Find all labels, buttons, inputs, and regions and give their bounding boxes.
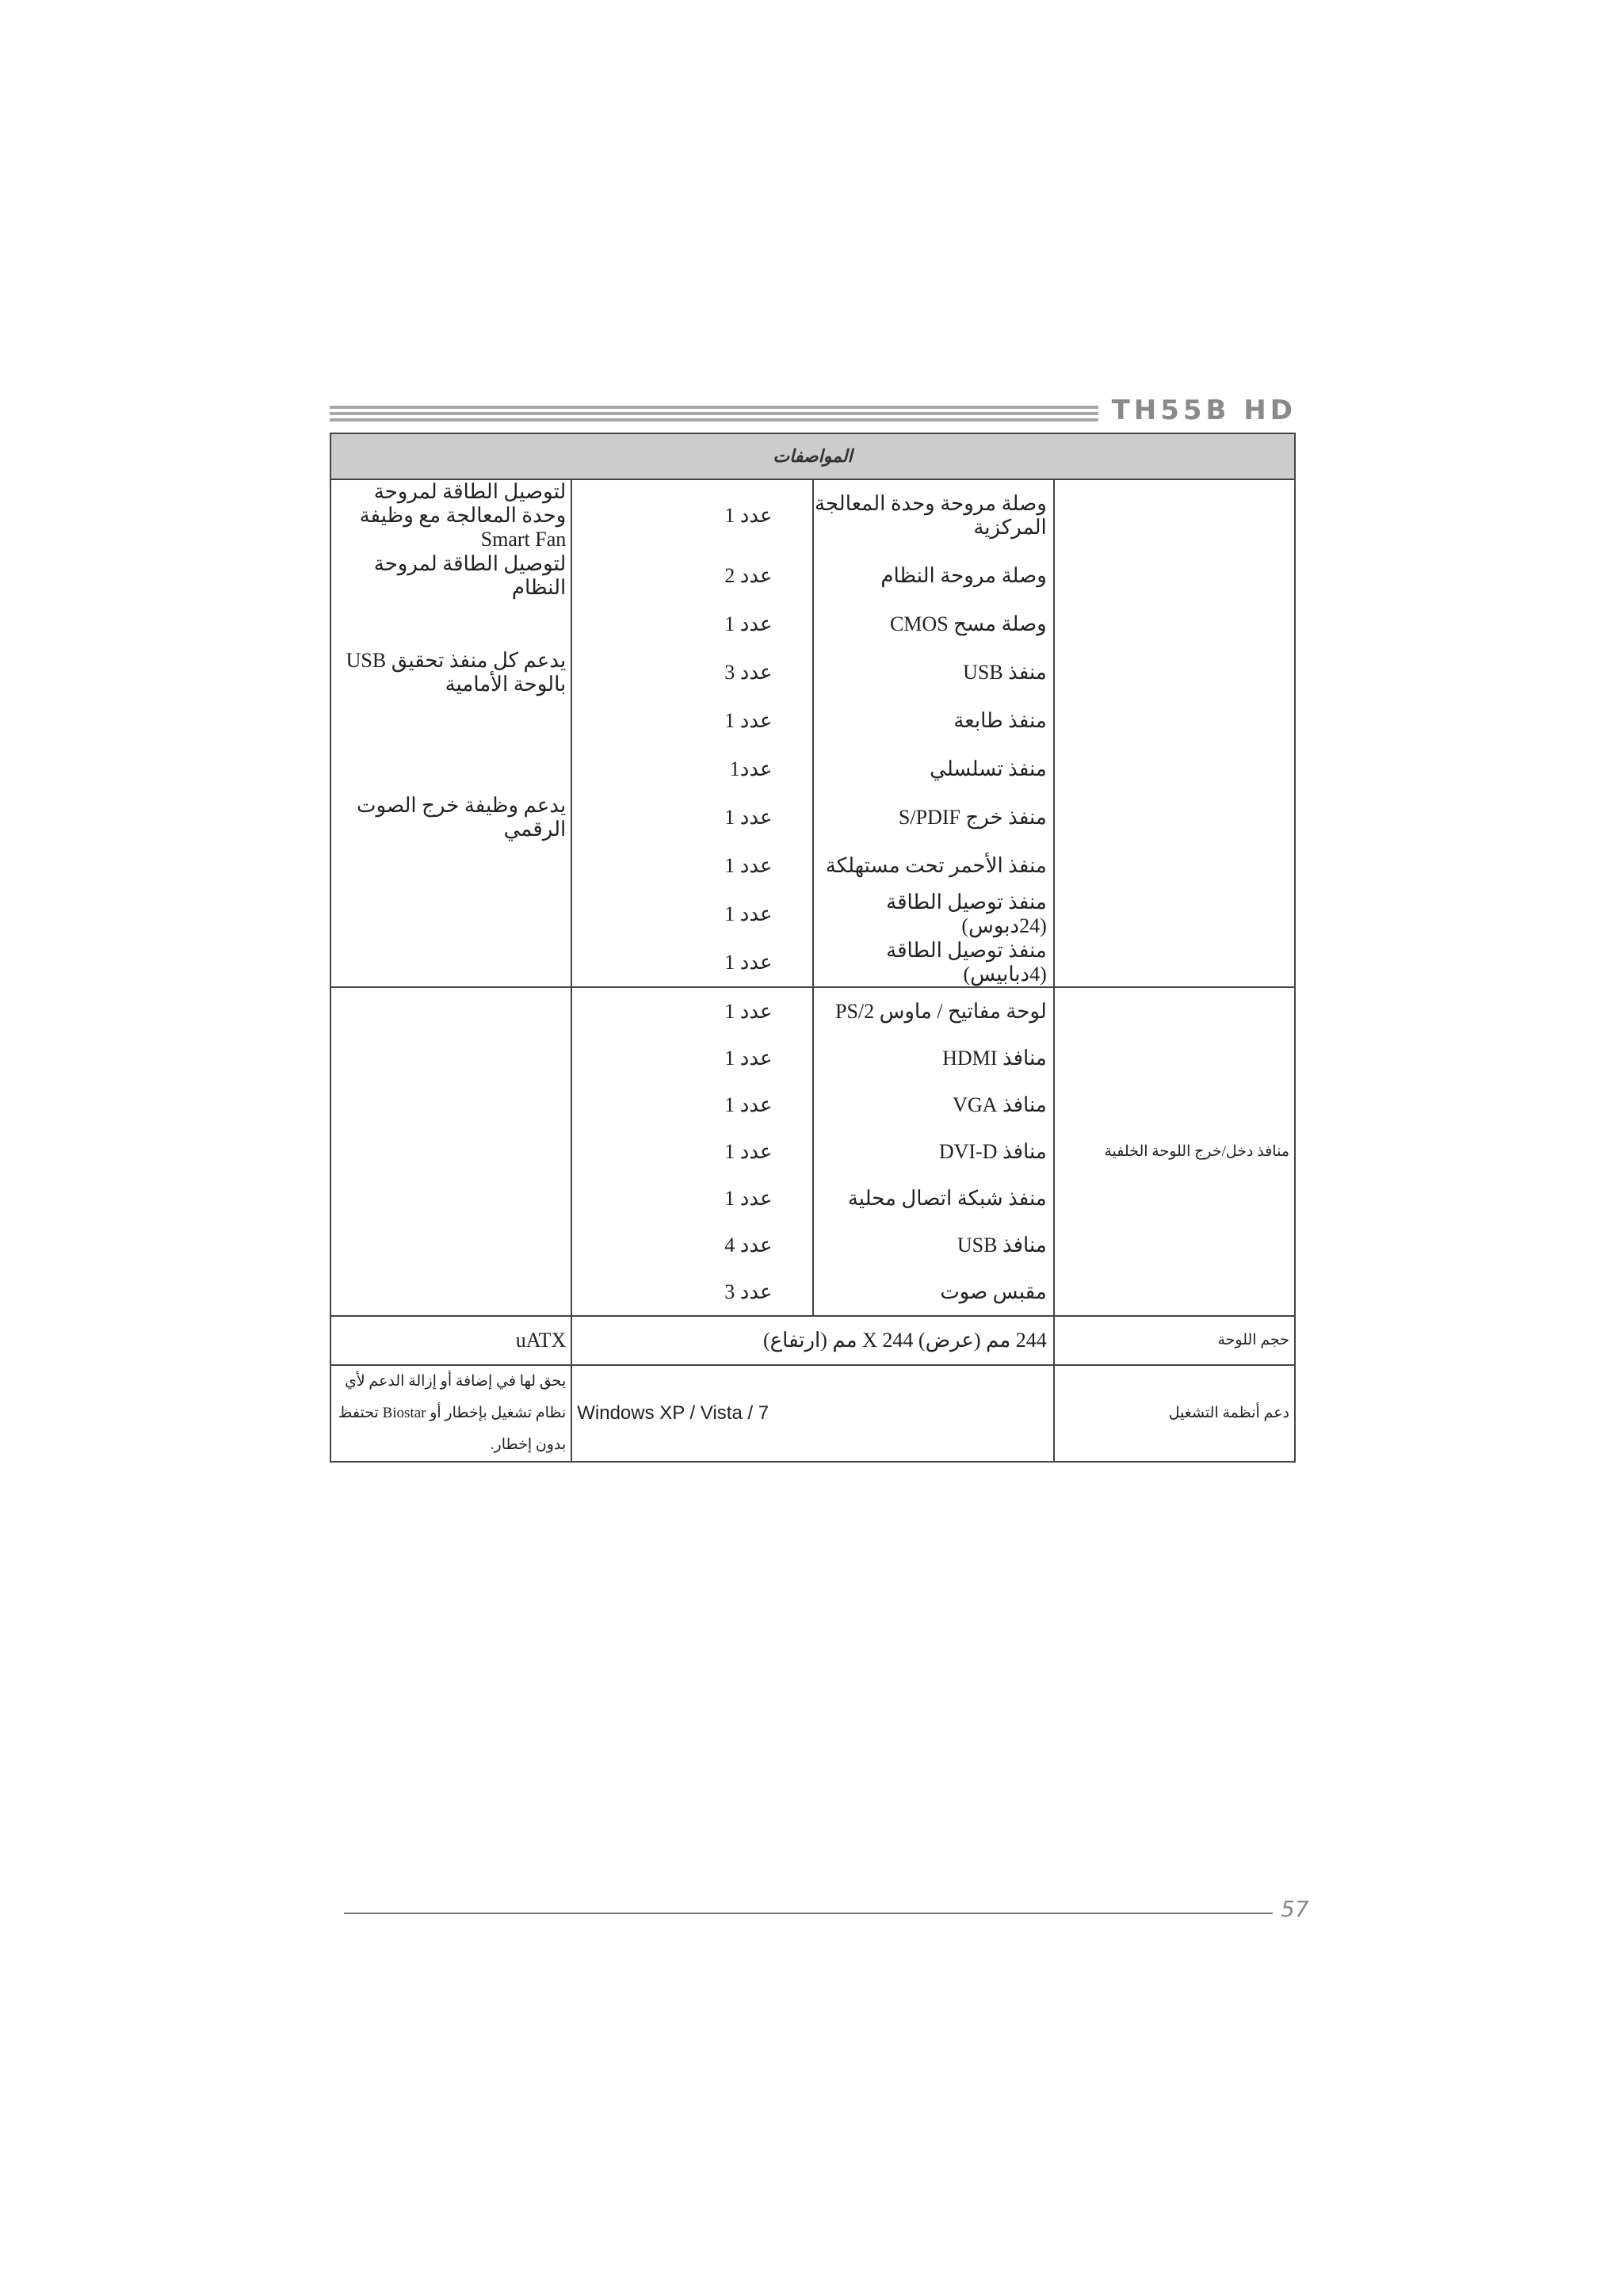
board-size-value: 244 مم (عرض) X 244 مم (ارتفاع)	[571, 1316, 1054, 1365]
qty-cell: عدد 1	[571, 841, 812, 890]
model-name: TH55B HD	[1111, 395, 1296, 426]
qty-cell: عدد 4	[571, 1222, 812, 1268]
qty-cell: عدد 1	[571, 793, 812, 841]
os-note-line-2: بدون إخطار.	[490, 1436, 567, 1453]
item-cell: منفذ توصيل الطاقة (4دبابيس)	[813, 938, 1054, 987]
qty-cell: عدد 1	[571, 1035, 812, 1081]
note-cell	[330, 1268, 571, 1316]
note-cell: يدعم كل منفذ تحقيق USB بالوحة الأمامية	[330, 648, 571, 696]
note-cell	[330, 987, 571, 1035]
note-cell	[330, 1081, 571, 1128]
note-cell	[330, 696, 571, 745]
category-cell: دعم أنظمة التشغيل	[1054, 1365, 1295, 1462]
note-cell: يدعم وظيفة خرج الصوت الرقمي	[330, 793, 571, 841]
table-row-os-support	[330, 1365, 1295, 1462]
qty-cell: عدد 1	[571, 696, 812, 745]
page-number: 57	[1281, 1896, 1309, 1922]
note-cell	[330, 1175, 571, 1222]
note-cell: لتوصيل الطاقة لمروحة وحدة المعالجة مع وظيفة Smart Fan	[330, 479, 571, 551]
qty-cell: عدد 1	[571, 890, 812, 938]
category-cell: حجم اللوحة	[1054, 1316, 1295, 1365]
note-cell	[330, 1128, 571, 1175]
note-cell: لتوصيل الطاقة لمروحة النظام	[330, 551, 571, 600]
item-cell: منافذ HDMI	[813, 1035, 1054, 1081]
item-cell: منفذ شبكة اتصال محلية	[813, 1175, 1054, 1222]
header-rule	[330, 406, 1098, 425]
note-cell	[330, 890, 571, 938]
item-cell: منفذ USB	[813, 648, 1054, 696]
item-cell: منفذ خرج S/PDIF	[813, 793, 1054, 841]
qty-cell: عدد 2	[571, 551, 812, 600]
item-cell: منفذ طابعة	[813, 696, 1054, 745]
os-support-value: Windows XP / Vista / 7	[571, 1365, 1054, 1462]
note-cell	[330, 745, 571, 793]
item-cell: مقبس صوت	[813, 1268, 1054, 1316]
qty-cell: عدد 1	[571, 938, 812, 987]
item-cell: منافذ DVI-D	[813, 1128, 1054, 1175]
os-support-note	[330, 1365, 571, 1462]
board-size-note: uATX	[330, 1316, 571, 1365]
item-cell: منافذ VGA	[813, 1081, 1054, 1128]
qty-cell: عدد 3	[571, 648, 812, 696]
table-row	[330, 987, 1295, 1035]
note-cell	[330, 1035, 571, 1081]
item-cell: وصلة مسح CMOS	[813, 600, 1054, 648]
qty-cell: عدد 1	[571, 479, 812, 551]
qty-cell: عدد 1	[571, 987, 812, 1035]
note-cell	[330, 841, 571, 890]
qty-cell: عدد 1	[571, 600, 812, 648]
item-cell: منفذ الأحمر تحت مستهلكة	[813, 841, 1054, 890]
footer-rule	[344, 1913, 1273, 1914]
table-title: المواصفات	[330, 433, 1295, 479]
item-cell: وصلة مروحة النظام	[813, 551, 1054, 600]
qty-cell: عدد 3	[571, 1268, 812, 1316]
item-cell: منافذ USB	[813, 1222, 1054, 1268]
table-row	[330, 479, 1295, 551]
category-cell: منافذ دخل/خرج اللوحة الخلفية	[1054, 987, 1295, 1316]
note-cell	[330, 938, 571, 987]
item-cell: وصلة مروحة وحدة المعالجة المركزية	[813, 479, 1054, 551]
category-cell	[1054, 479, 1295, 987]
page-header	[330, 395, 1296, 433]
qty-cell: عدد 1	[571, 1128, 812, 1175]
qty-cell: عدد 1	[571, 1081, 812, 1128]
note-cell	[330, 600, 571, 648]
item-cell: لوحة مفاتيح / ماوس PS/2	[813, 987, 1054, 1035]
specifications-table	[330, 433, 1296, 1463]
qty-cell: عدد 1	[571, 1175, 812, 1222]
os-note-line-1: يحق لها في إضافة أو إزالة الدعم لأي نظام تشغيل بإخطار أو Biostar تحتفظ	[338, 1373, 567, 1421]
note-cell	[330, 1222, 571, 1268]
item-cell: منفذ تسلسلي	[813, 745, 1054, 793]
table-row-board-size	[330, 1316, 1295, 1365]
item-cell: منفذ توصيل الطاقة (24دبوس)	[813, 890, 1054, 938]
qty-cell: عدد1	[571, 745, 812, 793]
